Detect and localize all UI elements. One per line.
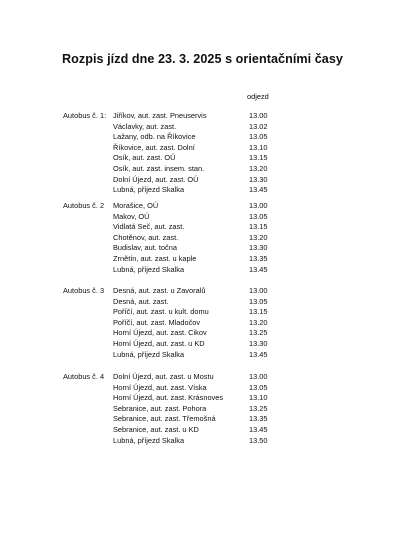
stop-name: Morašice, OÚ (113, 201, 159, 210)
departure-time: 13.00 (249, 111, 268, 120)
departure-time: 13.05 (249, 296, 268, 306)
departure-time: 13.10 (249, 393, 268, 403)
stop-name: Poříčí, aut. zast. Mladočov (113, 317, 201, 327)
stop-name: Horní Újezd, aut. zast. Krásnoves (113, 393, 224, 403)
stop-name: Vidlatá Seč, aut. zast. (113, 222, 185, 232)
bus-label: Autobus č. 4 (63, 372, 105, 381)
departure-time: 13.10 (249, 142, 268, 152)
stop-name: Horní Újezd, aut. zast. u KD (113, 339, 205, 348)
stop-name: Horní Újezd, aut. zast. Cikov (113, 328, 207, 338)
departure-time: 13.45 (249, 264, 268, 274)
departure-time: 13.45 (249, 425, 268, 434)
departure-time: 13.15 (249, 222, 268, 232)
departure-column-header: odjezd (247, 92, 269, 101)
stop-name: Makov, OÚ (113, 211, 150, 221)
stop-name: Říkovice, aut. zast. Dolní (113, 142, 195, 152)
stop-name: Lubná, příjezd Skalka (113, 185, 185, 195)
bus-label: Autobus č. 2 (63, 201, 105, 210)
stop-name: Jiříkov, aut. zast. Pneuservis (113, 111, 207, 120)
stop-name: Zrnětín, aut. zast. u kaple (113, 254, 197, 263)
departure-time: 13.00 (249, 286, 268, 295)
departure-time: 13.30 (249, 174, 268, 184)
bus-label: Autobus č. 1: (63, 111, 107, 120)
departure-time: 13.25 (249, 328, 268, 338)
departure-time: 13.25 (249, 403, 268, 413)
stop-name: Dolní Újezd, aut. zast. OÚ (113, 174, 199, 184)
departure-time: 13.05 (249, 382, 268, 392)
departure-time: 13.45 (249, 349, 268, 359)
departure-time: 13.20 (249, 232, 268, 242)
stop-name: Horní Újezd, aut. zast. Víska (113, 382, 207, 392)
stop-name: Osík, aut. zast. OÚ (113, 153, 176, 163)
stop-name: Sebranice, aut. zast. u KD (113, 425, 199, 434)
departure-time: 13.20 (249, 317, 268, 327)
stop-name: Desná, aut. zast. u Zavoralů (113, 286, 206, 295)
stop-name: Budislav, aut. točna (113, 243, 177, 253)
stop-name: Lubná, příjezd Skalka (113, 264, 185, 274)
departure-time: 13.35 (249, 414, 268, 424)
departure-time: 13.05 (249, 211, 268, 221)
departure-time: 13.05 (249, 132, 268, 142)
departure-time: 13.30 (249, 243, 268, 253)
departure-time: 13.30 (249, 339, 268, 348)
document-title: Rozpis jízd dne 23. 3. 2025 s orientačními časy (62, 52, 343, 66)
stop-name: Poříčí, aut. zast. u kult. domu (113, 307, 209, 317)
bus-label: Autobus č. 3 (63, 286, 105, 295)
departure-time: 13.15 (249, 153, 268, 163)
stop-name: Osík, aut. zast. insem. stan. (113, 164, 205, 173)
departure-time: 13.45 (249, 185, 268, 195)
departure-time: 13.50 (249, 435, 268, 445)
stop-name: Lubná, příjezd Skalka (113, 349, 185, 359)
stop-name: Lažany, odb. na Říkovice (113, 132, 196, 142)
stop-name: Chotěnov, aut. zast. (113, 232, 179, 242)
departure-time: 13.02 (249, 121, 268, 131)
stop-name: Dolní Újezd, aut. zast. u Mostu (113, 372, 214, 381)
stop-name: Desná, aut. zast. (113, 296, 169, 306)
departure-time: 13.35 (249, 254, 268, 263)
departure-time: 13.15 (249, 307, 268, 317)
departure-time: 13.00 (249, 372, 268, 381)
stop-name: Lubná, příjezd Skalka (113, 435, 185, 445)
stop-name: Sebranice, aut. zast. Třemošná (113, 414, 216, 424)
departure-time: 13.00 (249, 201, 268, 210)
departure-time: 13.20 (249, 164, 268, 173)
stop-name: Sebranice, aut. zast. Pohora (113, 403, 207, 413)
stop-name: Václavky, aut. zast. (113, 121, 177, 131)
